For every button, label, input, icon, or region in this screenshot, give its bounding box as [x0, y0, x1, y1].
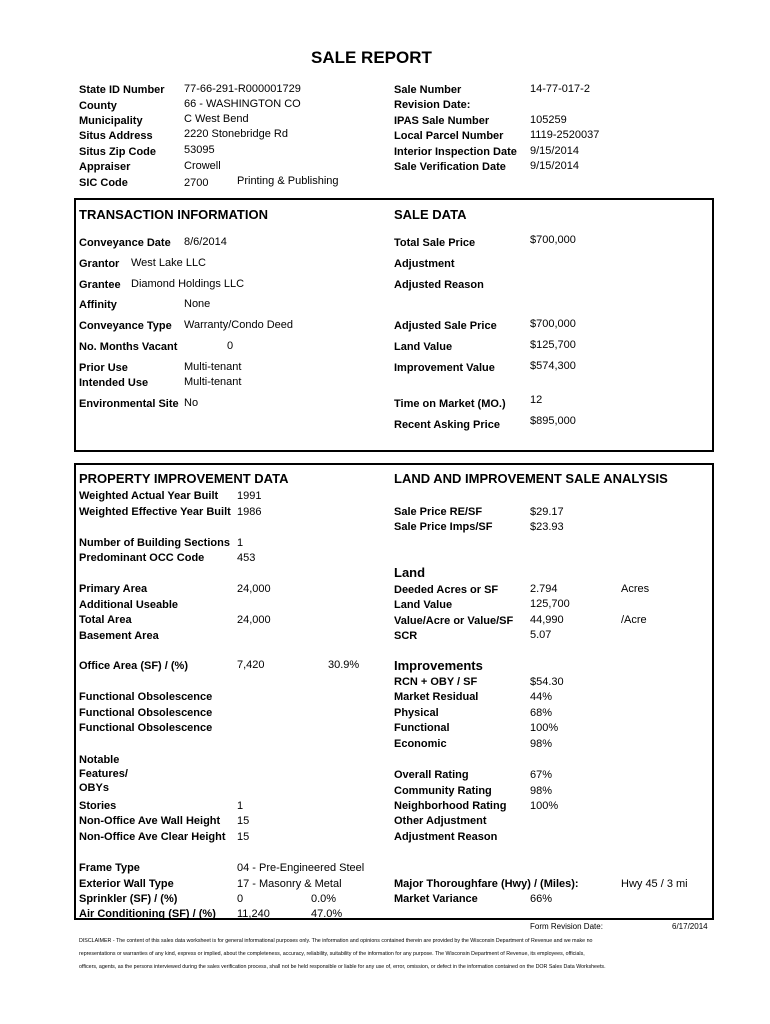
deeded-acres-value: 2.794: [530, 583, 558, 595]
county-label: County: [79, 100, 117, 112]
physical-value: 68%: [530, 707, 553, 719]
stories-label: Stories: [79, 800, 117, 812]
neighborhood-rating-value: 100%: [530, 800, 559, 812]
occ-code-label: Predominant OCC Code: [79, 552, 205, 564]
conveyance-type-value: Warranty/Condo Deed: [184, 319, 294, 331]
land-value-label: Land Value: [394, 341, 453, 353]
notable-label: Notable: [79, 754, 120, 766]
state-id-label: State ID Number: [79, 84, 165, 96]
months-vacant-value: 0: [227, 340, 234, 352]
appraiser-value: Crowell: [184, 160, 221, 172]
grantor-label: Grantor: [79, 258, 120, 270]
interior-inspection-value: 9/15/2014: [530, 145, 579, 157]
situs-zip-label: Situs Zip Code: [79, 146, 156, 158]
clear-height-label: Non-Office Ave Clear Height: [79, 831, 226, 843]
sale-data-heading: SALE DATA: [394, 207, 467, 222]
grantee-value: Diamond Holdings LLC: [131, 278, 245, 290]
additional-useable-label: Additional Useable: [79, 599, 179, 611]
adjustment-reason-label: Adjustment Reason: [394, 831, 498, 843]
prior-use-label: Prior Use: [79, 362, 128, 374]
frame-type-value: 04 - Pre-Engineered Steel: [237, 862, 365, 874]
improvement-value-value: $574,300: [530, 360, 576, 372]
sprinkler-label: Sprinkler (SF) / (%): [79, 893, 178, 905]
deeded-acres-label: Deeded Acres or SF: [394, 584, 499, 596]
adjustment-label: Adjustment: [394, 258, 455, 270]
sale-number-value: 14-77-017-2: [530, 83, 590, 95]
improvements-heading: Improvements: [394, 658, 483, 673]
occ-code-value: 453: [237, 552, 256, 564]
analysis-land-value-value: 125,700: [530, 598, 570, 610]
deeded-acres-unit: Acres: [621, 583, 650, 595]
env-site-label: Environmental Site: [79, 398, 179, 410]
ipas-value: 105259: [530, 114, 567, 126]
stories-value: 1: [237, 800, 244, 812]
wall-height-value: 15: [237, 815, 250, 827]
situs-zip-value: 53095: [184, 144, 215, 156]
building-sections-value: 1: [237, 537, 244, 549]
features-label: Features/: [79, 768, 128, 780]
sic-label: SIC Code: [79, 177, 128, 189]
municipality-label: Municipality: [79, 115, 143, 127]
basement-area-label: Basement Area: [79, 630, 159, 642]
sic-description: Printing & Publishing: [237, 175, 339, 187]
affinity-label: Affinity: [79, 299, 117, 311]
value-per-acre-value: 44,990: [530, 614, 564, 626]
overall-rating-label: Overall Rating: [394, 769, 469, 781]
economic-label: Economic: [394, 738, 447, 750]
adjusted-sale-price-value: $700,000: [530, 318, 576, 330]
intended-use-value: Multi-tenant: [184, 376, 242, 388]
price-imps-sf-value: $23.93: [530, 521, 564, 533]
analysis-heading: LAND AND IMPROVEMENT SALE ANALYSIS: [394, 471, 668, 486]
adjusted-sale-price-label: Adjusted Sale Price: [394, 320, 497, 332]
neighborhood-rating-label: Neighborhood Rating: [394, 800, 507, 812]
other-adjustment-label: Other Adjustment: [394, 815, 487, 827]
situs-address-label: Situs Address: [79, 130, 153, 142]
grantee-label: Grantee: [79, 279, 121, 291]
land-heading: Land: [394, 565, 426, 580]
asking-price-label: Recent Asking Price: [394, 419, 500, 431]
total-sale-price-label: Total Sale Price: [394, 237, 476, 249]
value-per-acre-label: Value/Acre or Value/SF: [394, 615, 514, 627]
adjusted-reason-label: Adjusted Reason: [394, 279, 484, 291]
rcn-label: RCN + OBY / SF: [394, 676, 478, 688]
price-re-sf-label: Sale Price RE/SF: [394, 506, 483, 518]
conveyance-date-value: 8/6/2014: [184, 236, 227, 248]
functional-obsolescence-label-1: Functional Obsolescence: [79, 691, 213, 703]
economic-value: 98%: [530, 738, 553, 750]
exterior-wall-value: 17 - Masonry & Metal: [237, 878, 342, 890]
functional-obsolescence-label-3: Functional Obsolescence: [79, 722, 213, 734]
prior-use-value: Multi-tenant: [184, 361, 242, 373]
air-conditioning-sf: 11,240: [237, 908, 270, 920]
total-sale-price-value: $700,000: [530, 234, 576, 246]
market-residual-value: 44%: [530, 691, 553, 703]
obys-label: OBYs: [79, 782, 109, 794]
sic-code-value: 2700: [184, 177, 209, 189]
office-area-pct: 30.9%: [328, 659, 360, 671]
value-per-acre-unit: /Acre: [621, 614, 647, 626]
scr-label: SCR: [394, 630, 418, 642]
sale-number-label: Sale Number: [394, 84, 462, 96]
conveyance-type-label: Conveyance Type: [79, 320, 172, 332]
wall-height-label: Non-Office Ave Wall Height: [79, 815, 221, 827]
time-on-market-label: Time on Market (MO.): [394, 398, 506, 410]
local-parcel-label: Local Parcel Number: [394, 130, 504, 142]
page-title: SALE REPORT: [311, 48, 432, 67]
disclaimer-line-2: representations or warranties of any kind, express or implied, about the completeness, accuracy, reliability, suitability of the information for any purpose. The Wisconsin Department of Revenue, its employees, officials,: [79, 951, 585, 957]
weyb-value: 1986: [237, 506, 262, 518]
form-revision-value: 6/17/2014: [672, 922, 708, 931]
disclaimer-line-3: officers, agents, as the persons interviewed during the sales verification process, shall not be held responsible or liable for any use of, error, omission, or defect in the information contained on the DOR Sales Data Worksheets.: [79, 964, 606, 970]
time-on-market-value: 12: [530, 394, 543, 406]
months-vacant-label: No. Months Vacant: [79, 341, 178, 353]
situs-address-value: 2220 Stonebridge Rd: [184, 128, 288, 140]
air-conditioning-label: Air Conditioning (SF) / (%): [79, 908, 216, 920]
asking-price-value: $895,000: [530, 415, 576, 427]
primary-area-label: Primary Area: [79, 583, 148, 595]
improvement-value-label: Improvement Value: [394, 362, 495, 374]
functional-label: Functional: [394, 722, 450, 734]
rcn-value: $54.30: [530, 676, 564, 688]
weyb-label: Weighted Effective Year Built: [79, 506, 231, 518]
sale-verification-label: Sale Verification Date: [394, 161, 506, 173]
primary-area-value: 24,000: [237, 583, 271, 595]
transaction-heading: TRANSACTION INFORMATION: [79, 207, 268, 222]
thoroughfare-label: Major Thoroughfare (Hwy) / (Miles):: [394, 878, 579, 890]
analysis-land-value-label: Land Value: [394, 599, 453, 611]
market-variance-label: Market Variance: [394, 893, 478, 905]
ipas-label: IPAS Sale Number: [394, 115, 490, 127]
clear-height-value: 15: [237, 831, 250, 843]
state-id-value: 77-66-291-R000001729: [184, 83, 301, 95]
building-sections-label: Number of Building Sections: [79, 537, 230, 549]
property-heading: PROPERTY IMPROVEMENT DATA: [79, 471, 289, 486]
land-value-value: $125,700: [530, 339, 576, 351]
community-rating-value: 98%: [530, 785, 553, 797]
interior-inspection-label: Interior Inspection Date: [394, 146, 517, 158]
market-variance-value: 66%: [530, 893, 553, 905]
intended-use-label: Intended Use: [79, 377, 149, 389]
price-re-sf-value: $29.17: [530, 506, 564, 518]
office-area-label: Office Area (SF) / (%): [79, 660, 188, 672]
thoroughfare-value: Hwy 45 / 3 mi: [621, 878, 688, 890]
wayb-value: 1991: [237, 490, 262, 502]
grantor-value: West Lake LLC: [131, 257, 207, 269]
sale-verification-value: 9/15/2014: [530, 160, 579, 172]
county-value: 66 - WASHINGTON CO: [184, 98, 301, 110]
wayb-label: Weighted Actual Year Built: [79, 490, 219, 502]
community-rating-label: Community Rating: [394, 785, 492, 797]
sprinkler-pct: 0.0%: [311, 893, 337, 905]
total-area-value: 24,000: [237, 614, 271, 626]
appraiser-label: Appraiser: [79, 161, 131, 173]
conveyance-date-label: Conveyance Date: [79, 237, 171, 249]
office-area-sf: 7,420: [237, 659, 265, 671]
exterior-wall-label: Exterior Wall Type: [79, 878, 174, 890]
affinity-value: None: [184, 298, 211, 310]
form-revision-label: Form Revision Date:: [530, 922, 603, 931]
total-area-label: Total Area: [79, 614, 132, 626]
physical-label: Physical: [394, 707, 439, 719]
price-imps-sf-label: Sale Price Imps/SF: [394, 521, 493, 533]
municipality-value: C West Bend: [184, 113, 249, 125]
revision-date-label: Revision Date:: [394, 99, 471, 111]
disclaimer-line-1: DISCLAIMER - The content of this sales data worksheet is for general informational purposes only. The information and opinions contained therein are provided by the Wisconsin Department of Revenue and we make no: [79, 938, 593, 944]
overall-rating-value: 67%: [530, 769, 553, 781]
market-residual-label: Market Residual: [394, 691, 479, 703]
local-parcel-value: 1119-2520037: [530, 129, 600, 141]
sprinkler-sf: 0: [237, 893, 244, 905]
frame-type-label: Frame Type: [79, 862, 140, 874]
air-conditioning-pct: 47.0%: [311, 908, 343, 920]
env-site-value: No: [184, 397, 199, 409]
functional-obsolescence-label-2: Functional Obsolescence: [79, 707, 213, 719]
functional-value: 100%: [530, 722, 559, 734]
scr-value: 5.07: [530, 629, 552, 641]
